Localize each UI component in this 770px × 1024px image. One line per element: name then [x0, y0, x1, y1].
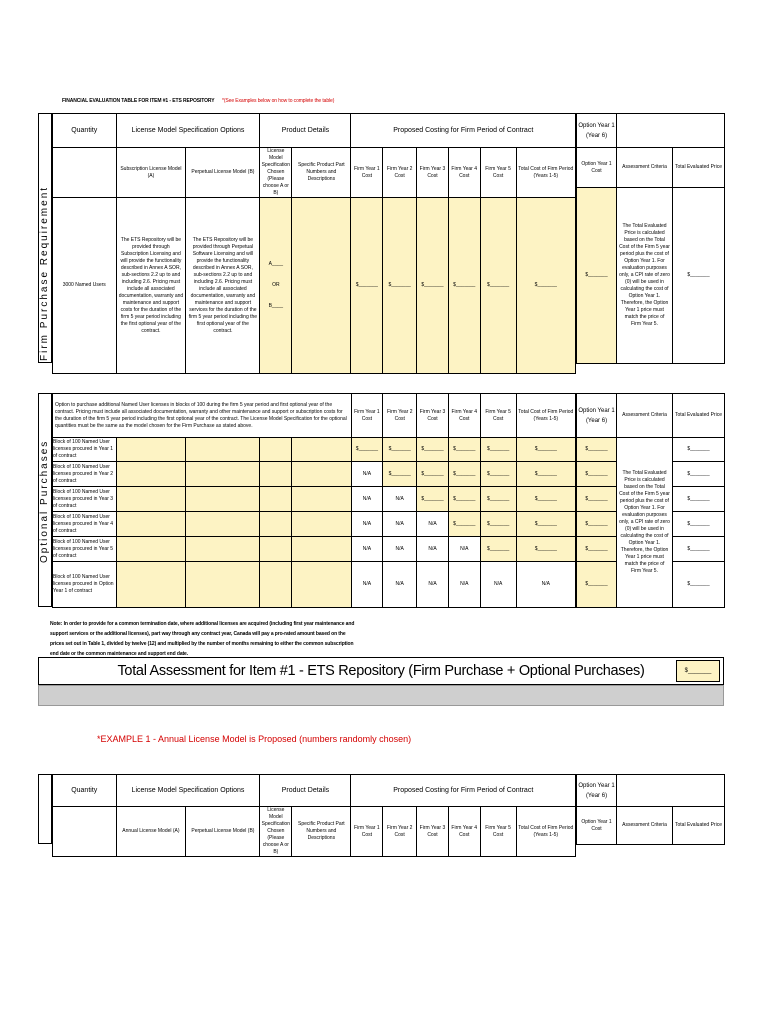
col-criteria: Assessment Criteria [617, 148, 673, 188]
firm-purchase-section [38, 113, 724, 363]
blank-field[interactable] [116, 487, 186, 512]
cell: N/A [383, 512, 417, 537]
cell: N/A [417, 512, 449, 537]
blank-field[interactable] [292, 438, 351, 462]
cell[interactable]: $_______ [448, 438, 480, 462]
cell[interactable]: $_______ [417, 438, 449, 462]
col-specific-part: Specific Product Part Numbers and Descriptions [292, 148, 351, 198]
col-proposed-costing: Proposed Costing for Firm Period of Contract [351, 114, 576, 148]
col-y5: Firm Year 5 Cost [480, 148, 516, 198]
gray-separator [38, 685, 724, 706]
opt-total-eval: $_______ [673, 487, 725, 512]
example-side-cell [38, 774, 52, 844]
blank-field[interactable] [292, 462, 351, 487]
ex-col-proposed-costing: Proposed Costing for Firm Period of Contract [351, 775, 576, 807]
cell: N/A [383, 537, 417, 562]
cell: N/A [351, 462, 383, 487]
cell: N/A [448, 537, 480, 562]
blank-field[interactable] [292, 537, 351, 562]
cell[interactable]: $_______ [516, 462, 575, 487]
col-quantity: Quantity [53, 114, 117, 148]
ex-col-opt-cost: Option Year 1 Cost [577, 807, 617, 845]
table-row [53, 537, 576, 562]
blank-field[interactable] [292, 562, 351, 608]
ex-col-option-year: Option Year 1 (Year 6) [577, 775, 617, 807]
blank-field[interactable] [292, 487, 351, 512]
opt-cost-field[interactable]: $_______ [577, 188, 617, 364]
opt-col-y4: Firm Year 4 Cost [448, 394, 480, 438]
table-row [53, 438, 576, 462]
cell: N/A [383, 487, 417, 512]
blank-field[interactable] [186, 537, 260, 562]
blank-cell [617, 114, 673, 148]
ex-col-product-details: Product Details [260, 775, 351, 807]
blank-field[interactable] [260, 512, 292, 537]
cell[interactable]: $_______ [448, 512, 480, 537]
quantity-cell: 3000 Named Users [53, 198, 117, 374]
cell[interactable]: $_______ [417, 487, 449, 512]
blank-field[interactable] [116, 438, 186, 462]
opt-criteria-text: The Total Evaluated Price is calculated based on the Total Cost of the Firm 5 year period plus the cost of Option Year 1. For evaluation purposes only, a CPI rate of zero (0) will be used in calculating the cost of Option Year 1. Therefore, the Option Year 1 price must match the price of Firm Year 5. [617, 438, 673, 608]
cell[interactable]: $_______ [448, 487, 480, 512]
cell: N/A [417, 537, 449, 562]
cell[interactable]: $_______ [480, 438, 516, 462]
col-subscription: Subscription License Model (A) [116, 148, 186, 198]
example-option-table [576, 774, 725, 845]
ex-col-specific-part: Specific Product Part Numbers and Descriptions [292, 807, 351, 857]
col-total-eval: Total Evaluated Price [673, 148, 725, 188]
col-opt-cost: Option Year 1 Cost [577, 148, 617, 188]
col-y4: Firm Year 4 Cost [448, 148, 480, 198]
cell[interactable]: $_______ [480, 487, 516, 512]
cell: N/A [351, 512, 383, 537]
col-y3: Firm Year 3 Cost [417, 148, 449, 198]
optional-table [52, 393, 576, 608]
ex-col-y2: Firm Year 2 Cost [383, 807, 417, 857]
subscription-text: The ETS Repository will be provided through Subscription Licensing and will provide the functionality described in Annex A SOR, sub-sections 2.2 up to and including 2.6. Pricing must include all associated documentation, warranty and maintenance and support costs for the duration of the firm 5 year period including the first optional year of the contract. [116, 198, 186, 374]
perpetual-text: The ETS Repository will be provided through Perpetual Software Licensing and will provide the functionality described in Annex A SOR, sub-sections 2.2 up to and including 2.6. Pricing must include all associated documentation, warranty and maintenance and support services for the duration of the firm 5 year period including the first optional year of the contract. [186, 198, 260, 374]
table-title: FINANCIAL EVALUATION TABLE FOR ITEM #1 - ETS REPOSITORY [62, 98, 215, 104]
cell[interactable]: $_______ [351, 438, 383, 462]
opt-year-field[interactable]: $_______ [577, 462, 617, 487]
ex-col-y3: Firm Year 3 Cost [417, 807, 449, 857]
row-label: Block of 100 Named User licenses procured in Year 1 of contract [53, 438, 117, 462]
ex-col-criteria: Assessment Criteria [617, 807, 673, 845]
blank-field[interactable] [186, 487, 260, 512]
cell: N/A [516, 562, 575, 608]
col-license-chosen: License Model Specification Chosen (Please choose A or B) [261, 148, 290, 196]
table-row [53, 512, 576, 537]
cell[interactable]: $_______ [516, 512, 575, 537]
opt-year-field[interactable]: $_______ [577, 438, 617, 462]
ex-col-y1: Firm Year 1 Cost [351, 807, 383, 857]
opt-col-criteria: Assessment Criteria [617, 394, 673, 438]
blank-field[interactable] [260, 562, 292, 608]
cell[interactable]: $_______ [516, 537, 575, 562]
cell[interactable]: $_______ [480, 512, 516, 537]
col-option-year: Option Year 1 (Year 6) [577, 114, 617, 148]
col-product-details: Product Details [260, 114, 351, 148]
cell: N/A [383, 562, 417, 608]
y4-field[interactable]: $_______ [448, 198, 480, 374]
cell: N/A [351, 537, 383, 562]
blank-cell [617, 775, 673, 807]
ex-col-total: Total Cost of Firm Period (Years 1-5) [516, 807, 575, 857]
specific-part-field[interactable] [292, 198, 351, 374]
opt-year-field[interactable]: $_______ [577, 487, 617, 512]
opt-year-field[interactable]: $_______ [577, 562, 617, 608]
opt-total-eval: $_______ [673, 562, 725, 608]
col-total: Total Cost of Firm Period (Years 1-5) [516, 148, 575, 198]
opt-col-y5: Firm Year 5 Cost [480, 394, 516, 438]
opt-total-eval: $_______ [673, 537, 725, 562]
blank-field[interactable] [186, 462, 260, 487]
opt-year-field[interactable]: $_______ [577, 537, 617, 562]
ex-col-annual: Annual License Model (A) [116, 807, 186, 857]
blank-field[interactable] [116, 562, 186, 608]
total-assessment-label: Total Assessment for Item #1 - ETS Repository (Firm Purchase + Optional Purchases) [117, 663, 645, 679]
blank-field[interactable] [292, 512, 351, 537]
opt-col-y1: Firm Year 1 Cost [351, 394, 383, 438]
criteria-text: The Total Evaluated Price is calculated based on the Total Cost of the Firm 5 year period plus the cost of Option Year 1. For evaluation purposes only, a CPI rate of zero (0) will be used in calculating the cost of Option Year 1. Therefore, the Option Year 1 price must match the price of Firm Year 5. [617, 188, 673, 364]
blank-field[interactable] [260, 537, 292, 562]
blank-field[interactable] [260, 462, 292, 487]
choice-or: OR [272, 282, 280, 288]
blank-field[interactable] [186, 438, 260, 462]
blank-header-cell [53, 148, 117, 198]
cell[interactable]: $_______ [516, 438, 575, 462]
total-assessment-bar [38, 657, 724, 685]
opt-total-eval: $_______ [673, 462, 725, 487]
blank-field[interactable] [186, 562, 260, 608]
table-row [53, 462, 576, 487]
blank-cell [673, 775, 725, 807]
ex-col-total-eval: Total Evaluated Price [673, 807, 725, 845]
footnote: Note: In order to provide for a common termination date, where additional licenses are acquired (including first year maintenance and support services or the additional licenses), part way through any contract year, Canada will pay a pro-rated amount based on the prices set out in Table 1, divided by twelve (12) and multiplied by the number of months remaining to either the common subscription end date or the common maintenance and support end date. [50, 621, 355, 657]
blank-cell [673, 114, 725, 148]
license-choice-field[interactable] [260, 198, 292, 374]
y3-field[interactable]: $_______ [417, 198, 449, 374]
table-row [53, 562, 576, 608]
ex-col-y4: Firm Year 4 Cost [448, 807, 480, 857]
table-row [53, 487, 576, 512]
col-y2: Firm Year 2 Cost [383, 148, 417, 198]
opt-col-option: Option Year 1 (Year 6) [577, 394, 617, 438]
optional-side-label: Optional Purchases [39, 439, 50, 563]
ex-col-y5: Firm Year 5 Cost [480, 807, 516, 857]
blank-field[interactable] [116, 462, 186, 487]
col-y1: Firm Year 1 Cost [351, 148, 383, 198]
example-title: *EXAMPLE 1 - Annual License Model is Proposed (numbers randomly chosen) [97, 734, 412, 744]
opt-col-y2: Firm Year 2 Cost [383, 394, 417, 438]
opt-col-total-eval: Total Evaluated Price [673, 394, 725, 438]
cell[interactable]: $_______ [383, 462, 417, 487]
row-label: Block of 100 Named User licenses procured in Option Year 1 of contract [53, 562, 117, 608]
ex-col-quantity: Quantity [53, 775, 117, 807]
blank-field[interactable] [116, 537, 186, 562]
opt-total-eval: $_______ [673, 438, 725, 462]
example-section [38, 774, 724, 855]
total-eval-value: $_______ [673, 188, 725, 364]
cell: N/A [448, 562, 480, 608]
y1-field[interactable]: $_______ [351, 198, 383, 374]
opt-total-eval: $_______ [673, 512, 725, 537]
firm-side-label: Firm Purchase Requirement [39, 185, 50, 361]
opt-year-field[interactable]: $_______ [577, 512, 617, 537]
cell[interactable]: $_______ [480, 462, 516, 487]
cell[interactable]: $_______ [383, 438, 417, 462]
cell[interactable]: $_______ [417, 462, 449, 487]
firm-option-table [576, 113, 725, 364]
blank-field[interactable] [116, 512, 186, 537]
blank-field[interactable] [186, 512, 260, 537]
blank-header-cell [53, 807, 117, 857]
cell[interactable]: $_______ [516, 487, 575, 512]
choice-b: B____ [268, 303, 284, 309]
cell: N/A [480, 562, 516, 608]
choice-a: A____ [268, 261, 284, 267]
example-table [52, 774, 576, 857]
optional-intro: Option to purchase additional Named User licenses in blocks of 100 during the firm 5 year period and first optional year of the contract. Pricing must include all associated documentation, warranty and other maintenance and support or subscription costs for the duration of the firm 5 year period including the first optional year of the contract. The License Model Specification for the optional quantities must be the same as the model chosen for the Firm Purchase as stated above. [53, 394, 352, 438]
ex-col-perpetual: Perpetual License Model (B) [186, 807, 260, 857]
blank-field[interactable] [260, 438, 292, 462]
cell: N/A [351, 562, 383, 608]
row-label: Block of 100 Named User licenses procured in Year 4 of contract [53, 512, 117, 537]
instructions-note: *(See Examples below on how to complete the table) [222, 98, 335, 104]
col-perpetual: Perpetual License Model (B) [186, 148, 260, 198]
opt-col-y3: Firm Year 3 Cost [417, 394, 449, 438]
cell[interactable]: $_______ [448, 462, 480, 487]
row-label: Block of 100 Named User licenses procured in Year 5 of contract [53, 537, 117, 562]
ex-col-license-spec: License Model Specification Options [116, 775, 260, 807]
cell: N/A [417, 562, 449, 608]
total-assessment-field[interactable]: $_______ [676, 660, 720, 682]
firm-table [52, 113, 576, 374]
cell[interactable]: $_______ [480, 537, 516, 562]
ex-col-license-chosen: License Model Specification Chosen (Please choose A or B) [261, 807, 290, 855]
total-field[interactable]: $_______ [516, 198, 575, 374]
row-label: Block of 100 Named User licenses procured in Year 2 of contract [53, 462, 117, 487]
col-license-spec: License Model Specification Options [116, 114, 260, 148]
cell: N/A [351, 487, 383, 512]
opt-col-total: Total Cost of Firm Period (Years 1-5) [516, 394, 575, 438]
optional-option-table [576, 393, 725, 608]
y2-field[interactable]: $_______ [383, 198, 417, 374]
y5-field[interactable]: $_______ [480, 198, 516, 374]
blank-field[interactable] [260, 487, 292, 512]
row-label: Block of 100 Named User licenses procured in Year 3 of contract [53, 487, 117, 512]
optional-section [38, 393, 724, 607]
